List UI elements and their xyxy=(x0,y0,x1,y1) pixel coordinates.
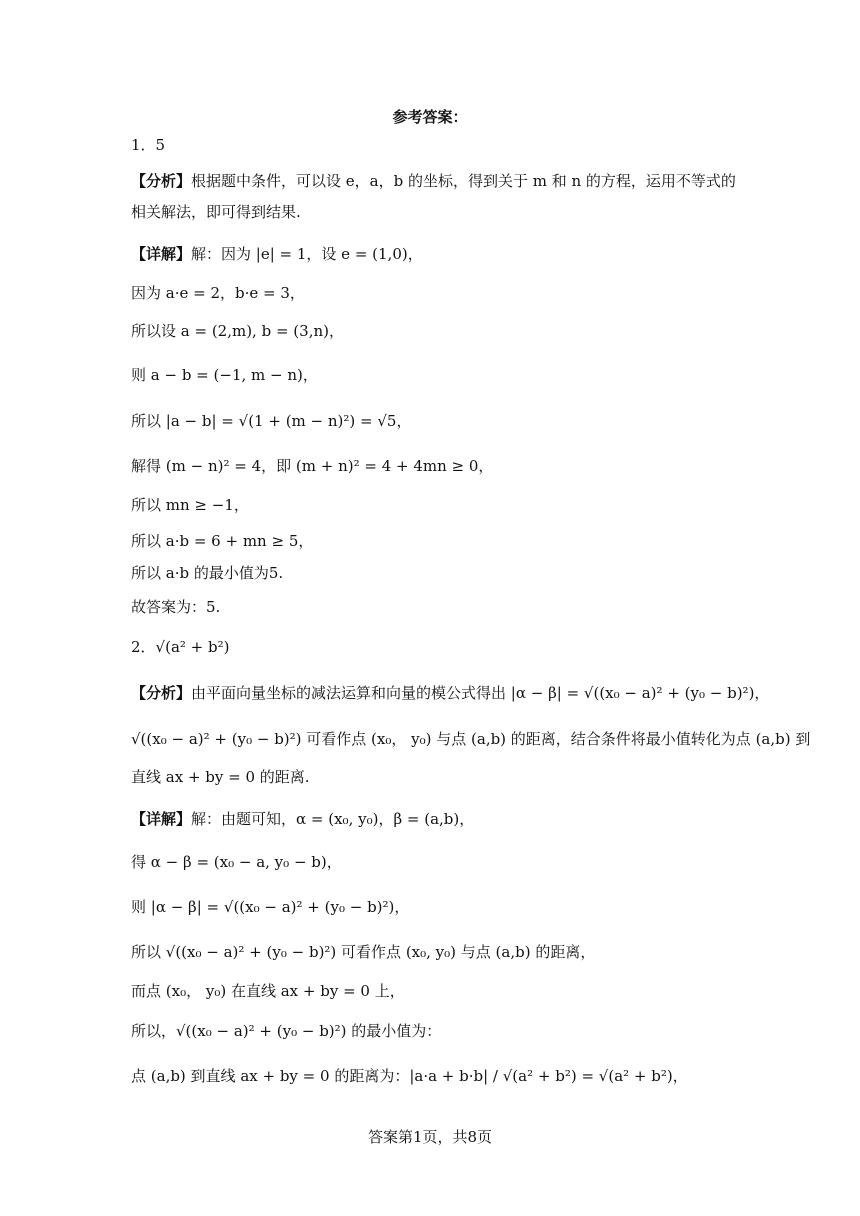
line-text: 点 (a,b) 到直线 ax + by = 0 的距离为：|a·a + b·b| / √(a² + b²) = √(a² + b²)， xyxy=(131,1067,688,1085)
section-label: 【详解】 xyxy=(131,245,192,263)
answer-line xyxy=(131,941,800,963)
line-text: 所以，√((x₀ − a)² + (y₀ − b)²) 的最小值为： xyxy=(131,1022,442,1040)
line-text: 解：由题可知，α = (x₀, y₀)，β = (a,b)， xyxy=(191,810,475,828)
answer-line xyxy=(131,320,800,342)
line-text: 所以 √((x₀ − a)² + (y₀ − b)²) 可看作点 (x₀, y₀) 与点 (a,b) 的距离， xyxy=(131,943,596,961)
answer-line xyxy=(131,851,800,873)
answer-line xyxy=(131,455,800,477)
section-label: 【详解】 xyxy=(131,810,192,828)
answer-line xyxy=(131,530,800,552)
page-title: 参考答案： xyxy=(392,108,468,126)
line-text: 直线 ax + by = 0 的距离. xyxy=(131,768,310,786)
answer-line xyxy=(131,766,800,788)
answer-line xyxy=(131,1020,800,1042)
answer-line xyxy=(131,364,800,386)
answer-line xyxy=(131,201,800,223)
line-text: 由平面向量坐标的减法运算和向量的模公式得出 |α − β| = √((x₀ − a)² + (y₀ − b)²)， xyxy=(191,684,770,702)
line-text: 所以 a·b = 6 + mn ≥ 5， xyxy=(131,532,314,550)
answer-line xyxy=(131,980,800,1002)
answer-line xyxy=(131,494,800,516)
answer-line xyxy=(131,896,800,918)
line-text: 则 |α − β| = √((x₀ − a)² + (y₀ − b)²)， xyxy=(131,898,410,916)
line-text: 2．√(a² + b²) xyxy=(131,638,230,656)
line-text: √((x₀ − a)² + (y₀ − b)²) 可看作点 (x₀， y₀) 与点 (a,b) 的距离，结合条件将最小值转化为点 (a,b) 到 xyxy=(131,730,811,748)
line-text: 所以设 a = (2,m), b = (3,n)， xyxy=(131,322,344,340)
answer-line xyxy=(131,282,800,304)
answer-line xyxy=(131,562,800,584)
answer-line xyxy=(131,808,800,830)
answer-line xyxy=(131,682,800,704)
answer-line xyxy=(131,596,800,618)
section-label: 【分析】 xyxy=(131,172,192,190)
line-text: 根据题中条件，可以设 e，a，b 的坐标，得到关于 m 和 n 的方程，运用不等式的 xyxy=(191,172,736,190)
answer-line xyxy=(131,410,800,432)
line-text: 1．5 xyxy=(131,136,166,154)
line-text: 解：因为 |e| = 1，设 e = (1,0)， xyxy=(191,245,423,263)
line-text: 所以 mn ≥ −1， xyxy=(131,496,249,514)
line-text: 相关解法，即可得到结果. xyxy=(131,203,301,221)
answer-line xyxy=(131,243,800,265)
answer-line xyxy=(131,170,800,192)
line-text: 所以 |a − b| = √(1 + (m − n)²) = √5， xyxy=(131,412,412,430)
answer-line xyxy=(131,728,811,750)
answer-line xyxy=(131,134,800,156)
line-text: 因为 a·e = 2，b·e = 3， xyxy=(131,284,305,302)
answer-line xyxy=(131,1065,800,1087)
section-label: 【分析】 xyxy=(131,684,192,702)
line-text: 所以 a·b 的最小值为5. xyxy=(131,564,284,582)
page-footer: 答案第1页，共8页 xyxy=(367,1128,493,1146)
line-text: 则 a − b = (−1, m − n)， xyxy=(131,366,318,384)
answer-line xyxy=(131,636,800,658)
line-text: 故答案为：5. xyxy=(131,598,221,616)
line-text: 而点 (x₀， y₀) 在直线 ax + by = 0 上， xyxy=(131,982,405,1000)
line-text: 解得 (m − n)² = 4，即 (m + n)² = 4 + 4mn ≥ 0， xyxy=(131,457,494,475)
line-text: 得 α − β = (x₀ − a, y₀ − b)， xyxy=(131,853,342,871)
